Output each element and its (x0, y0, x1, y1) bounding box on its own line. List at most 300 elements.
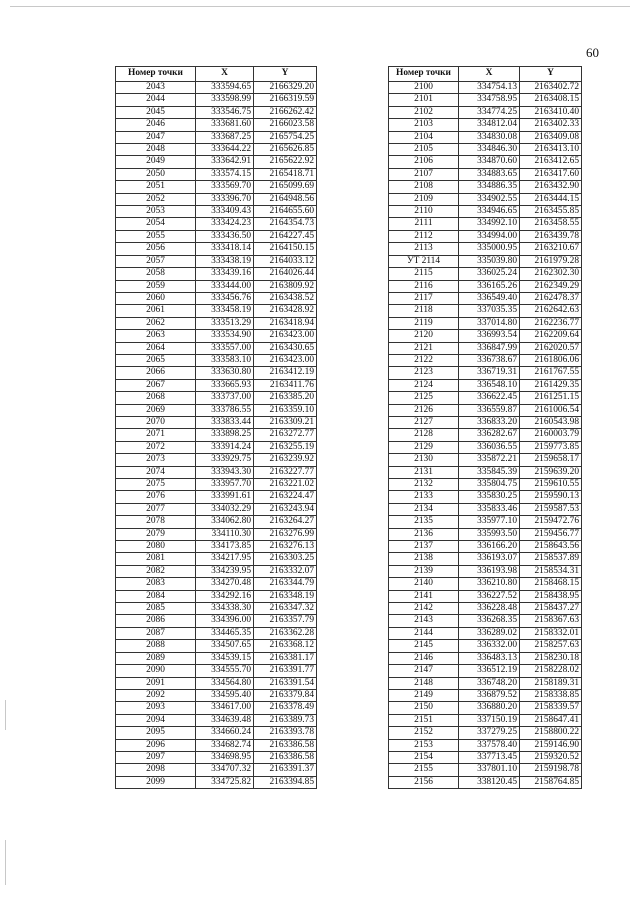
point-number-cell: 2136 (389, 528, 459, 540)
table-row (389, 466, 582, 478)
x-coordinate-cell: 335872.21 (459, 454, 520, 466)
point-number-cell: 2082 (116, 565, 196, 577)
table-row (116, 429, 317, 441)
table-row (389, 578, 582, 590)
y-coordinate-cell: 2158643.56 (520, 541, 582, 553)
point-number-cell: 2132 (389, 479, 459, 491)
point-number-cell: 2145 (389, 640, 459, 652)
y-coordinate-cell: 2163413.10 (520, 144, 582, 156)
point-number-cell: 2125 (389, 392, 459, 404)
x-coordinate-cell: 337035.35 (459, 305, 520, 317)
table-row (389, 491, 582, 503)
x-coordinate-cell: 333574.15 (196, 168, 254, 180)
table-row (116, 553, 317, 565)
table-row (389, 292, 582, 304)
point-number-cell: 2069 (116, 404, 196, 416)
y-coordinate-cell: 2161806.06 (520, 354, 582, 366)
point-number-cell: 2056 (116, 243, 196, 255)
table-row (116, 193, 317, 205)
y-coordinate-cell: 2163386.58 (254, 751, 317, 763)
table-row (116, 454, 317, 466)
table-row (116, 776, 317, 788)
table-row (116, 292, 317, 304)
x-coordinate-cell: 334292.16 (196, 590, 254, 602)
x-coordinate-cell: 334886.35 (459, 181, 520, 193)
x-coordinate-cell: 336228.48 (459, 603, 520, 615)
x-coordinate-cell: 333833.44 (196, 416, 254, 428)
point-number-cell: 2102 (389, 106, 459, 118)
table-row (389, 367, 582, 379)
y-coordinate-cell: 2163444.15 (520, 193, 582, 205)
y-coordinate-cell: 2163332.07 (254, 565, 317, 577)
table-row (116, 367, 317, 379)
x-coordinate-cell: 335993.50 (459, 528, 520, 540)
point-number-cell: 2131 (389, 466, 459, 478)
table-row (389, 317, 582, 329)
table-row (389, 280, 582, 292)
y-coordinate-cell: 2159456.77 (520, 528, 582, 540)
table-row (116, 404, 317, 416)
x-coordinate-cell: 333943.30 (196, 466, 254, 478)
x-coordinate-cell: 333898.25 (196, 429, 254, 441)
table-row (116, 156, 317, 168)
x-coordinate-cell: 333929.75 (196, 454, 254, 466)
y-coordinate-cell: 2160543.98 (520, 416, 582, 428)
point-number-cell: 2089 (116, 652, 196, 664)
table-row (116, 416, 317, 428)
y-coordinate-cell: 2166319.59 (254, 94, 317, 106)
table-row (116, 392, 317, 404)
table-row (389, 404, 582, 416)
y-coordinate-cell: 2164026.44 (254, 268, 317, 280)
x-coordinate-cell: 334173.85 (196, 541, 254, 553)
point-number-cell: 2057 (116, 255, 196, 267)
point-number-cell: 2095 (116, 727, 196, 739)
point-number-cell: 2048 (116, 144, 196, 156)
point-number-cell: 2050 (116, 168, 196, 180)
y-coordinate-cell: 2163362.28 (254, 627, 317, 639)
point-number-cell: 2119 (389, 317, 459, 329)
y-coordinate-cell: 2158534.31 (520, 565, 582, 577)
table-row (116, 317, 317, 329)
y-coordinate-cell: 2162478.37 (520, 292, 582, 304)
point-number-cell: 2133 (389, 491, 459, 503)
x-coordinate-cell: 336268.35 (459, 615, 520, 627)
point-number-cell: 2135 (389, 516, 459, 528)
table-row (389, 603, 582, 615)
table-row (389, 590, 582, 602)
point-number-cell: 2076 (116, 491, 196, 503)
table-row (389, 553, 582, 565)
table-row (389, 243, 582, 255)
point-number-cell: 2143 (389, 615, 459, 627)
point-number-cell: 2086 (116, 615, 196, 627)
point-number-cell: 2137 (389, 541, 459, 553)
point-number-cell: 2126 (389, 404, 459, 416)
table-row (116, 268, 317, 280)
y-coordinate-cell: 2163417.60 (520, 168, 582, 180)
point-number-cell: 2067 (116, 379, 196, 391)
table-row (389, 441, 582, 453)
point-number-cell: 2151 (389, 714, 459, 726)
y-coordinate-cell: 2163391.77 (254, 665, 317, 677)
point-number-cell: 2091 (116, 677, 196, 689)
x-coordinate-cell: 334946.65 (459, 206, 520, 218)
x-coordinate-cell: 334062.80 (196, 516, 254, 528)
y-coordinate-cell: 2164150.15 (254, 243, 317, 255)
y-coordinate-cell: 2163378.49 (254, 702, 317, 714)
table-row (389, 627, 582, 639)
x-coordinate-cell: 333513.29 (196, 317, 254, 329)
y-coordinate-cell: 2163368.12 (254, 640, 317, 652)
point-number-cell: 2047 (116, 131, 196, 143)
y-coordinate-cell: 2163391.54 (254, 677, 317, 689)
point-number-cell: 2138 (389, 553, 459, 565)
x-coordinate-cell: 334338.30 (196, 603, 254, 615)
x-coordinate-cell: 336748.20 (459, 677, 520, 689)
x-coordinate-cell: 337801.10 (459, 764, 520, 776)
point-number-cell: 2054 (116, 218, 196, 230)
table-row (389, 206, 582, 218)
x-coordinate-cell: 334660.24 (196, 727, 254, 739)
point-number-cell: 2094 (116, 714, 196, 726)
point-number-cell: 2147 (389, 665, 459, 677)
x-coordinate-cell: 334698.95 (196, 751, 254, 763)
point-number-cell: 2112 (389, 230, 459, 242)
table-row (389, 392, 582, 404)
point-number-cell: 2072 (116, 441, 196, 453)
y-coordinate-cell: 2163347.32 (254, 603, 317, 615)
y-coordinate-cell: 2158339.57 (520, 702, 582, 714)
y-coordinate-cell: 2162302.30 (520, 268, 582, 280)
y-coordinate-cell: 2159146.90 (520, 739, 582, 751)
y-coordinate-cell: 2163243.94 (254, 503, 317, 515)
table-row (116, 466, 317, 478)
y-coordinate-cell: 2166023.58 (254, 119, 317, 131)
y-coordinate-cell: 2163432.90 (520, 181, 582, 193)
table-row (116, 541, 317, 553)
x-coordinate-cell: 336193.07 (459, 553, 520, 565)
x-coordinate-cell: 334725.82 (196, 776, 254, 788)
point-number-cell: 2110 (389, 206, 459, 218)
y-coordinate-cell: 2163412.65 (520, 156, 582, 168)
table-row (116, 739, 317, 751)
point-number-cell: 2117 (389, 292, 459, 304)
point-number-cell: 2043 (116, 82, 196, 94)
point-number-cell: 2148 (389, 677, 459, 689)
y-coordinate-cell: 2163428.92 (254, 305, 317, 317)
point-number-cell: 2139 (389, 565, 459, 577)
x-coordinate-cell: 336282.67 (459, 429, 520, 441)
y-coordinate-cell: 2162642.63 (520, 305, 582, 317)
x-coordinate-cell: 333630.80 (196, 367, 254, 379)
x-coordinate-cell: 333557.00 (196, 342, 254, 354)
point-number-cell: 2113 (389, 243, 459, 255)
x-coordinate-cell: 333439.16 (196, 268, 254, 280)
x-coordinate-cell: 333594.65 (196, 82, 254, 94)
y-coordinate-cell: 2163458.55 (520, 218, 582, 230)
y-coordinate-cell: 2163344.79 (254, 578, 317, 590)
x-coordinate-cell: 336193.98 (459, 565, 520, 577)
table-row (116, 751, 317, 763)
x-coordinate-cell: 336227.52 (459, 590, 520, 602)
y-coordinate-cell: 2165622.92 (254, 156, 317, 168)
y-coordinate-cell: 2165754.25 (254, 131, 317, 143)
y-coordinate-cell: 2159639.20 (520, 466, 582, 478)
y-coordinate-cell: 2164655.60 (254, 206, 317, 218)
table-row (389, 429, 582, 441)
y-coordinate-cell: 2160003.79 (520, 429, 582, 441)
table-row (389, 144, 582, 156)
y-coordinate-cell: 2163276.99 (254, 528, 317, 540)
table-row (389, 156, 582, 168)
y-coordinate-cell: 2159587.53 (520, 503, 582, 515)
x-coordinate-cell: 336289.02 (459, 627, 520, 639)
x-coordinate-cell: 334564.80 (196, 677, 254, 689)
x-coordinate-cell: 333438.19 (196, 255, 254, 267)
x-coordinate-cell: 335804.75 (459, 479, 520, 491)
y-coordinate-cell: 2162020.57 (520, 342, 582, 354)
y-coordinate-cell: 2163227.77 (254, 466, 317, 478)
x-coordinate-cell: 334758.95 (459, 94, 520, 106)
x-coordinate-cell: 334992.10 (459, 218, 520, 230)
x-coordinate-cell: 336210.80 (459, 578, 520, 590)
point-number-cell: 2093 (116, 702, 196, 714)
x-coordinate-cell: 335977.10 (459, 516, 520, 528)
y-coordinate-cell: 2159610.55 (520, 479, 582, 491)
table-row (389, 565, 582, 577)
x-coordinate-cell: 336548.10 (459, 379, 520, 391)
y-coordinate-cell: 2163303.25 (254, 553, 317, 565)
table-row (389, 503, 582, 515)
y-coordinate-cell: 2163409.08 (520, 131, 582, 143)
x-coordinate-cell: 336549.40 (459, 292, 520, 304)
point-number-cell: 2051 (116, 181, 196, 193)
table-row (389, 528, 582, 540)
table-row (116, 652, 317, 664)
y-coordinate-cell: 2163394.85 (254, 776, 317, 788)
x-coordinate-cell: 334994.00 (459, 230, 520, 242)
point-number-cell: 2088 (116, 640, 196, 652)
point-number-cell: 2130 (389, 454, 459, 466)
y-coordinate-cell: 2163423.00 (254, 330, 317, 342)
point-number-cell: 2079 (116, 528, 196, 540)
point-number-cell: 2105 (389, 144, 459, 156)
x-coordinate-cell: 333598.99 (196, 94, 254, 106)
y-coordinate-cell: 2159590.13 (520, 491, 582, 503)
y-coordinate-cell: 2164948.56 (254, 193, 317, 205)
table-row (389, 330, 582, 342)
point-number-cell: 2049 (116, 156, 196, 168)
x-coordinate-cell: 333914.24 (196, 441, 254, 453)
point-number-cell: 2064 (116, 342, 196, 354)
x-coordinate-cell: 336166.20 (459, 541, 520, 553)
table-row (116, 218, 317, 230)
y-coordinate-cell: 2159472.76 (520, 516, 582, 528)
x-coordinate-cell: 334555.70 (196, 665, 254, 677)
table-row (389, 82, 582, 94)
table-row (116, 243, 317, 255)
table-row (389, 702, 582, 714)
x-coordinate-cell: 333644.22 (196, 144, 254, 156)
table-row (389, 640, 582, 652)
x-coordinate-cell: 336622.45 (459, 392, 520, 404)
x-coordinate-cell: 336738.67 (459, 354, 520, 366)
coordinates-table-right (388, 66, 582, 789)
y-coordinate-cell: 2166262.42 (254, 106, 317, 118)
table-row (389, 230, 582, 242)
x-coordinate-cell: 333418.14 (196, 243, 254, 255)
point-number-cell: 2144 (389, 627, 459, 639)
scan-top-rule (10, 6, 630, 7)
y-coordinate-cell: 2163221.02 (254, 479, 317, 491)
point-number-cell: 2156 (389, 776, 459, 788)
point-number-cell: 2071 (116, 429, 196, 441)
y-coordinate-cell: 2161251.15 (520, 392, 582, 404)
table-row (389, 454, 582, 466)
point-number-cell: 2122 (389, 354, 459, 366)
x-coordinate-cell: 336165.26 (459, 280, 520, 292)
x-coordinate-cell: 334902.55 (459, 193, 520, 205)
point-number-cell: 2080 (116, 541, 196, 553)
table-row (116, 528, 317, 540)
table-row (116, 119, 317, 131)
x-coordinate-cell: 334707.32 (196, 764, 254, 776)
y-coordinate-cell: 2164227.45 (254, 230, 317, 242)
table-row (116, 640, 317, 652)
table-row (389, 665, 582, 677)
table-row (116, 702, 317, 714)
table-row (116, 106, 317, 118)
point-number-cell: 2073 (116, 454, 196, 466)
y-coordinate-cell: 2163255.19 (254, 441, 317, 453)
y-coordinate-cell: 2159773.85 (520, 441, 582, 453)
point-number-cell: 2104 (389, 131, 459, 143)
y-coordinate-cell: 2161767.55 (520, 367, 582, 379)
table-row (389, 714, 582, 726)
y-coordinate-cell: 2163391.37 (254, 764, 317, 776)
x-coordinate-cell: 333681.60 (196, 119, 254, 131)
y-coordinate-cell: 2164033.12 (254, 255, 317, 267)
point-number-cell: 2121 (389, 342, 459, 354)
y-coordinate-cell: 2163239.92 (254, 454, 317, 466)
x-coordinate-cell: 335830.25 (459, 491, 520, 503)
x-coordinate-cell: 336879.52 (459, 689, 520, 701)
table-row (116, 168, 317, 180)
point-number-cell: 2074 (116, 466, 196, 478)
y-coordinate-cell: 2163411.76 (254, 379, 317, 391)
scan-margin-mark (5, 840, 6, 885)
point-number-cell: 2103 (389, 119, 459, 131)
table-row (116, 689, 317, 701)
header-point-number: Номер точки (116, 67, 196, 82)
point-number-cell: 2084 (116, 590, 196, 602)
y-coordinate-cell: 2163381.17 (254, 652, 317, 664)
header-x: X (459, 67, 520, 82)
y-coordinate-cell: 2158332.01 (520, 627, 582, 639)
x-coordinate-cell: 333458.19 (196, 305, 254, 317)
table-row (389, 106, 582, 118)
point-number-cell: 2127 (389, 416, 459, 428)
y-coordinate-cell: 2165626.85 (254, 144, 317, 156)
y-coordinate-cell: 2162349.29 (520, 280, 582, 292)
table-row (116, 94, 317, 106)
x-coordinate-cell: 334595.40 (196, 689, 254, 701)
y-coordinate-cell: 2158764.85 (520, 776, 582, 788)
table-header-row (389, 67, 582, 82)
x-coordinate-cell: 333569.70 (196, 181, 254, 193)
header-y: Y (520, 67, 582, 82)
table-row (116, 206, 317, 218)
x-coordinate-cell: 334754.13 (459, 82, 520, 94)
point-number-cell: 2155 (389, 764, 459, 776)
point-number-cell: 2149 (389, 689, 459, 701)
table-row (116, 764, 317, 776)
y-coordinate-cell: 2163359.10 (254, 404, 317, 416)
x-coordinate-cell: 334239.95 (196, 565, 254, 577)
point-number-cell: 2115 (389, 268, 459, 280)
table-row (389, 168, 582, 180)
table-row (116, 491, 317, 503)
table-row (389, 218, 582, 230)
table-row (116, 727, 317, 739)
point-number-cell: 2109 (389, 193, 459, 205)
point-number-cell: 2150 (389, 702, 459, 714)
x-coordinate-cell: 337014.80 (459, 317, 520, 329)
y-coordinate-cell: 2158189.31 (520, 677, 582, 689)
point-number-cell: 2055 (116, 230, 196, 242)
x-coordinate-cell: 336483.13 (459, 652, 520, 664)
x-coordinate-cell: 333424.23 (196, 218, 254, 230)
x-coordinate-cell: 334846.30 (459, 144, 520, 156)
point-number-cell: 2044 (116, 94, 196, 106)
y-coordinate-cell: 2163389.73 (254, 714, 317, 726)
y-coordinate-cell: 2162236.77 (520, 317, 582, 329)
y-coordinate-cell: 2158537.89 (520, 553, 582, 565)
y-coordinate-cell: 2158257.63 (520, 640, 582, 652)
x-coordinate-cell: 334507.65 (196, 640, 254, 652)
x-coordinate-cell: 335039.80 (459, 255, 520, 267)
table-row (116, 565, 317, 577)
point-number-cell: 2146 (389, 652, 459, 664)
x-coordinate-cell: 337150.19 (459, 714, 520, 726)
x-coordinate-cell: 335833.46 (459, 503, 520, 515)
table-row (116, 131, 317, 143)
x-coordinate-cell: 336332.00 (459, 640, 520, 652)
point-number-cell: 2152 (389, 727, 459, 739)
y-coordinate-cell: 2163385.20 (254, 392, 317, 404)
table-row (389, 479, 582, 491)
point-number-cell: УТ 2114 (389, 255, 459, 267)
x-coordinate-cell: 336719.31 (459, 367, 520, 379)
y-coordinate-cell: 2158647.41 (520, 714, 582, 726)
table-row (389, 268, 582, 280)
x-coordinate-cell: 334217.95 (196, 553, 254, 565)
x-coordinate-cell: 333583.10 (196, 354, 254, 366)
y-coordinate-cell: 2163402.33 (520, 119, 582, 131)
x-coordinate-cell: 333444.00 (196, 280, 254, 292)
x-coordinate-cell: 333786.55 (196, 404, 254, 416)
point-number-cell: 2085 (116, 603, 196, 615)
x-coordinate-cell: 333737.00 (196, 392, 254, 404)
point-number-cell: 2120 (389, 330, 459, 342)
table-row (116, 82, 317, 94)
x-coordinate-cell: 333546.75 (196, 106, 254, 118)
table-row (389, 739, 582, 751)
table-row (116, 305, 317, 317)
x-coordinate-cell: 333665.93 (196, 379, 254, 391)
y-coordinate-cell: 2163386.58 (254, 739, 317, 751)
